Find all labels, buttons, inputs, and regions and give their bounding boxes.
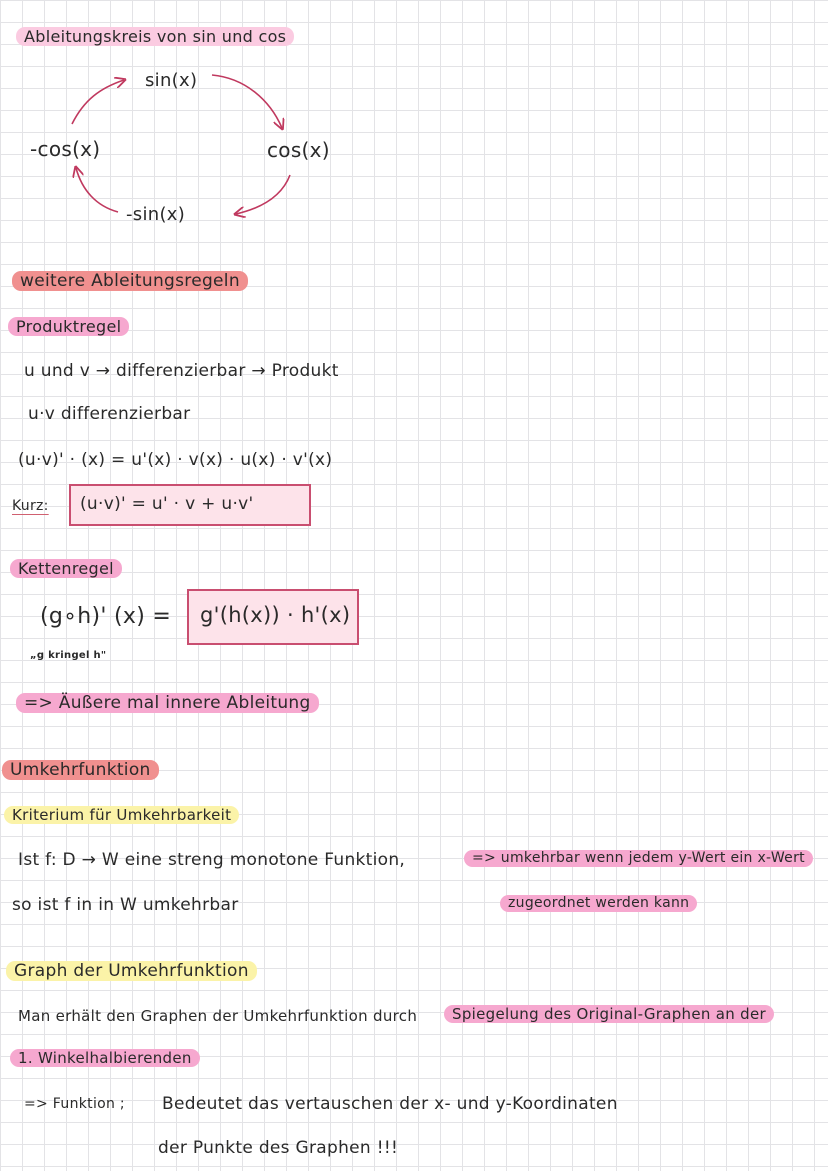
inverse-criterion-heading: Kriterium für Umkehrbarkeit [4,806,239,824]
inverse-note-line2: zugeordnet werden kann [500,895,697,912]
inverse-criterion-line1: Ist f: D → W eine streng monotone Funktion, [18,850,406,870]
chain-rule-conclusion: => Äußere mal innere Ableitung [16,693,319,713]
graph-text-line2: 1. Winkelhalbierenden [10,1049,200,1067]
product-rule-short-label: Kurz: [12,498,49,514]
derivative-cycle-arrows [0,0,828,260]
graph-text-start: Man erhält den Graphen der Umkehrfunktion durch [18,1007,418,1025]
more-rules-heading: weitere Ableitungsregeln [12,271,248,291]
chain-rule-formula-boxed: g'(h(x)) · h'(x) [200,603,351,627]
arrow-right-to-bottom [236,175,290,214]
function-label: => Funktion ; [24,1096,125,1112]
function-text-line2: der Punkte des Graphen !!! [158,1138,399,1158]
chain-rule-formula-left: (g∘h)' (x) = [40,604,172,629]
cycle-title: Ableitungskreis von sin und cos [16,27,294,46]
product-rule-short-formula: (u·v)' = u' · v + u·v' [80,494,254,514]
product-rule-line1: u und v → differenzierbar → Produkt [24,361,339,381]
product-rule-formula: (u·v)' · (x) = u'(x) · v(x) · u(x) · v'(x) [18,450,333,470]
inverse-note-line1: => umkehrbar wenn jedem y-Wert ein x-Wert [464,850,813,867]
product-rule-heading: Produktregel [8,317,129,336]
arrow-left-to-top [72,80,124,124]
arrow-top-to-right [212,75,282,128]
cycle-minus-cos: -cos(x) [30,137,101,161]
chain-rule-note: „g kringel h" [30,650,107,661]
function-text-line1: Bedeutet das vertauschen der x- und y-Koordinaten [162,1094,618,1114]
graph-heading: Graph der Umkehrfunktion [6,961,257,981]
arrow-bottom-to-left [76,168,118,212]
cycle-minus-sin: -sin(x) [126,204,186,225]
inverse-heading: Umkehrfunktion [2,760,159,780]
graph-text-highlight: Spiegelung des Original-Graphen an der [444,1005,774,1023]
chain-rule-heading: Kettenregel [10,559,122,578]
inverse-criterion-line2: so ist f in in W umkehrbar [12,895,239,915]
product-rule-line2: u·v differenzierbar [28,404,191,424]
cycle-sin: sin(x) [145,70,198,91]
cycle-cos: cos(x) [267,138,330,162]
